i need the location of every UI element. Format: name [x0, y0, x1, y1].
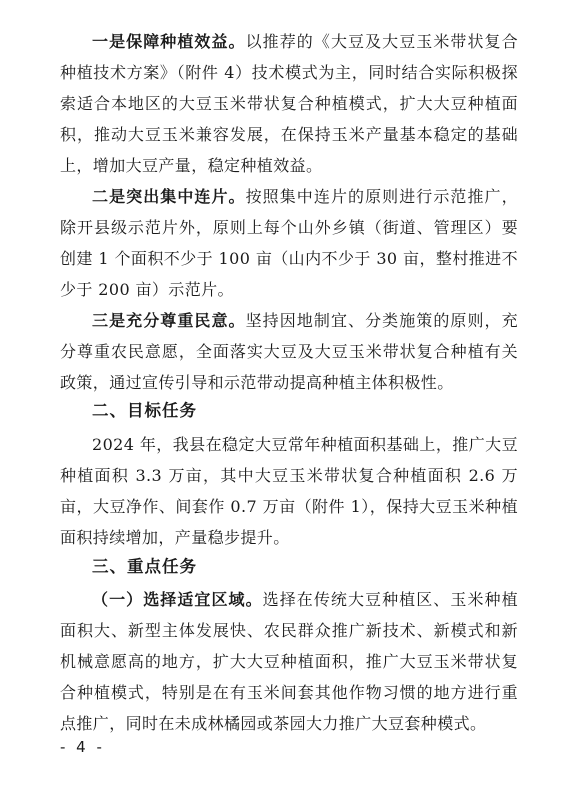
paragraph-ensure-benefit — [60, 26, 518, 181]
paragraph-body: 以推荐的《大豆及大豆玉米带状复合种植技术方案》（附件 4）技术模式为主，同时结合实际积极探索适合本地区的大豆玉米带状复合种植模式，扩大大豆种植面积，推动大豆玉米兼容发展，在保持玉米产量基本稳定的基础上，增加大豆产量，稳定种植效益。 — [60, 32, 518, 175]
paragraph-body: 坚持因地制宜、分类施策的原则，充分尊重农民意愿，全面落实大豆及大豆玉米带状复合种植有关政策，通过宣传引导和示范带动提高种植主体积极性。 — [60, 311, 518, 392]
paragraph-body: 按照集中连片的原则进行示范推广，除开县级示范片外，原则上每个山外乡镇（街道、管理区）要创建 1 个面积不少于 100 亩（山内不少于 30 亩，整村推进不少于 200 亩）示范片。 — [60, 187, 518, 299]
paragraph-targets: 2024 年，我县在稳定大豆常年种植面积基础上，推广大豆种植面积 3.3 万亩，其中大豆玉米带状复合种植面积 2.6 万亩，大豆净作、间套作 0.7 万亩（附件 1），保持大豆玉米种植面积持续增加，产量稳步提升。 — [60, 435, 518, 547]
paragraph-select-region — [60, 584, 518, 739]
paragraph-body: 选择在传统大豆种植区、玉米种植面积大、新型主体发展快、农民群众推广新技术、新模式和新机械意愿高的地方，扩大大豆种植面积，推广大豆玉米带状复合种植模式，特别是在有玉米间套其他作物习惯的地方进行重点推广，同时在未成林橘园或茶园大力推广大豆套种模式。 — [60, 590, 518, 733]
paragraph-concentration — [60, 181, 518, 305]
paragraph-lead: （一）选择适宜区域。 — [92, 590, 263, 609]
paragraph-respect-will — [60, 305, 518, 398]
paragraph-lead: 三是充分尊重民意。 — [92, 311, 246, 330]
section-heading-key-tasks: 三、重点任务 — [92, 557, 197, 576]
paragraph-lead: 一是保障种植效益。 — [92, 32, 246, 51]
page-number: - 4 - — [60, 738, 105, 756]
paragraph-lead: 二是突出集中连片。 — [92, 187, 246, 206]
section-heading-targets: 二、目标任务 — [92, 401, 197, 420]
